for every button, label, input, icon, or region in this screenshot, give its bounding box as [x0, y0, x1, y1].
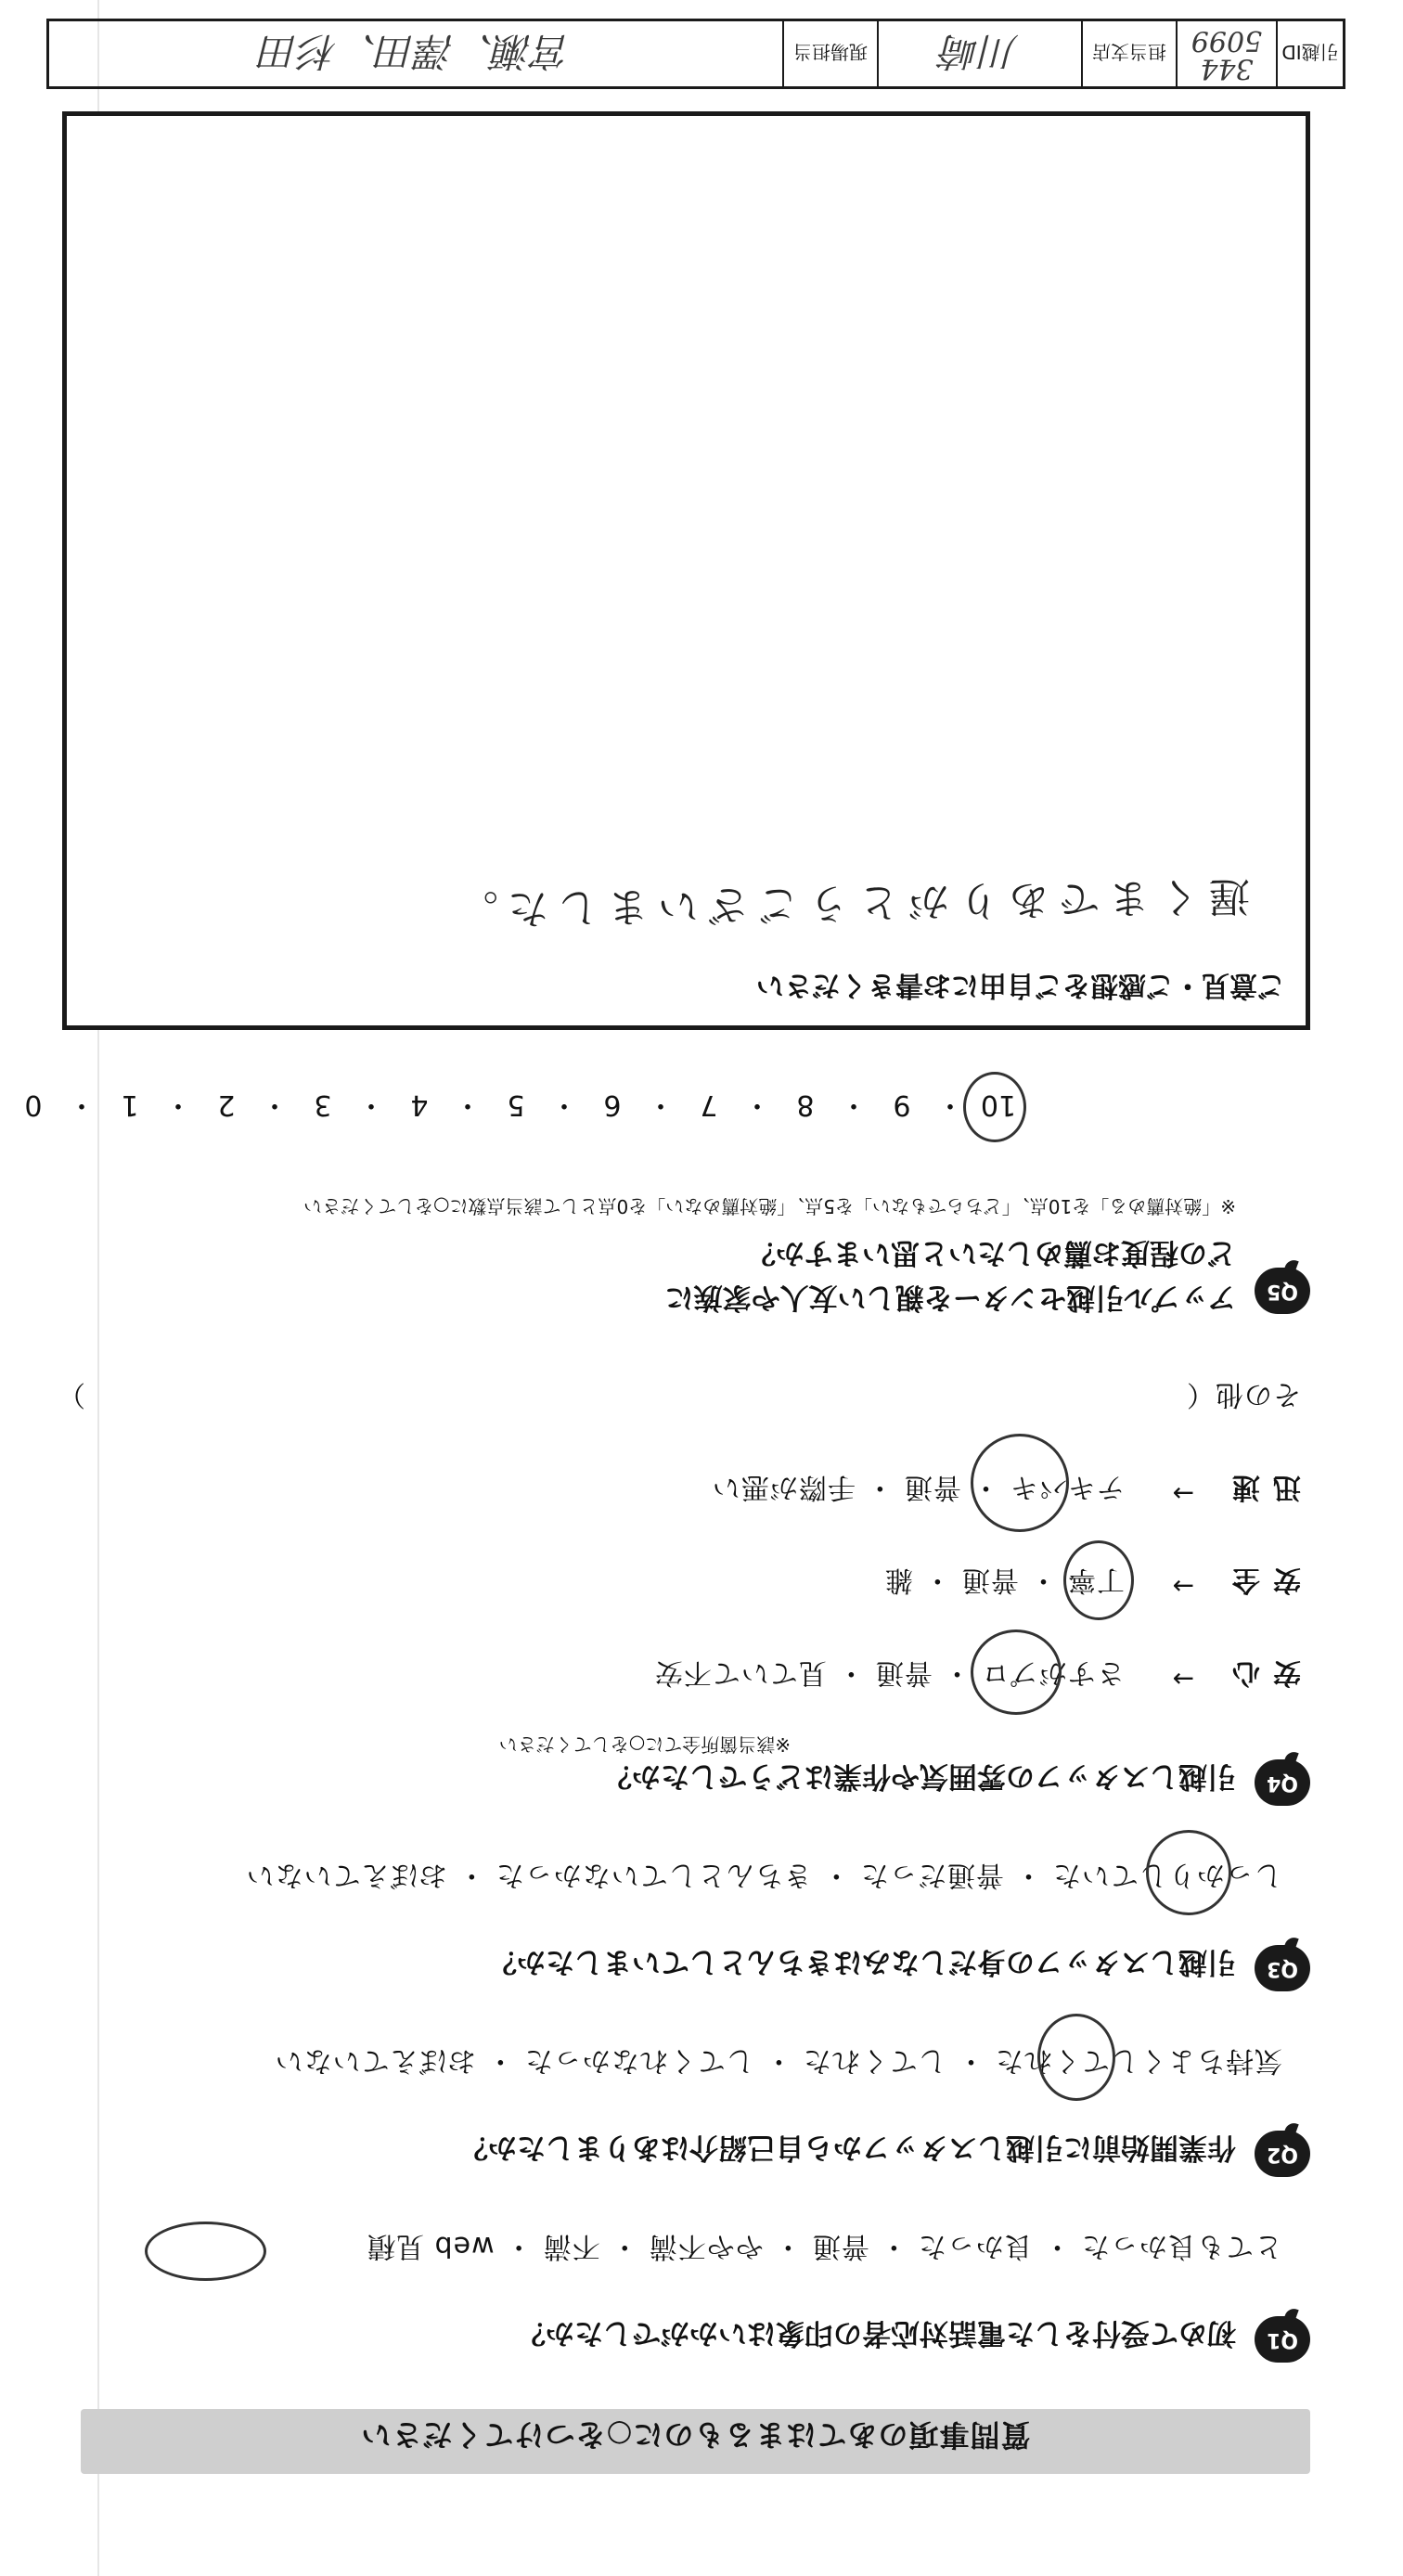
id-label: 引越ID	[1276, 21, 1343, 86]
q3-options: しっかりしていた ・ 普通だった ・ きちんとしていなかった ・ おぼえていない	[245, 1859, 1282, 1891]
score-sep: ・	[550, 1088, 578, 1121]
branch-value: 川崎	[877, 21, 1081, 86]
q4-other-label: その他（	[1186, 1378, 1301, 1410]
comment-handwritten-text: 遅くまでありがとうございました。	[447, 871, 1251, 934]
score-sep: ・	[743, 1088, 771, 1121]
staff-info-table	[46, 19, 1345, 89]
q3-answer-circle	[1146, 1830, 1231, 1915]
q4-badge: Q4	[1255, 1759, 1310, 1806]
q4-anzen-circle	[1063, 1540, 1134, 1620]
q4-row-anzen-arrow: →	[1172, 1571, 1194, 1602]
q2-question: 作業開始前に引越しスタッフから自己紹介はありましたか？	[459, 2131, 1236, 2164]
score-8: 8	[796, 1088, 815, 1121]
q4-row-anshin-options: さすがプロ ・ 普通 ・ 見ていて不安	[653, 1656, 1125, 1689]
staff-value: 宮瀬、澤田、杉田	[260, 29, 573, 74]
q4-note: ※該当箇所全てに○をしてください	[498, 1733, 791, 1756]
q4-question: 引越しスタッフの雰囲気や作業はどうでしたか？	[603, 1759, 1236, 1793]
q4-row-jinsoku-label: 迅速	[1219, 1471, 1301, 1503]
score-7: 7	[700, 1088, 718, 1121]
q2-badge: Q2	[1255, 2131, 1310, 2177]
q5-score-scale	[24, 1088, 1023, 1128]
q5-badge: Q5	[1255, 1268, 1310, 1314]
staff-label: 現場担当	[782, 21, 877, 86]
comment-box	[62, 111, 1310, 1030]
q1-options: とても良かった ・ 良かった ・ 普通 ・ やや不満 ・ 不満 ・ web 見積	[367, 2230, 1282, 2262]
q4-row-anshin-label: 安心	[1219, 1656, 1301, 1689]
score-sep: ・	[164, 1088, 192, 1121]
comment-title: ご意見・ご感想をご自由にお書きください	[756, 969, 1285, 1001]
score-sep: ・	[261, 1088, 289, 1121]
q4-row-jinsoku-arrow: →	[1172, 1478, 1194, 1509]
q5-question-line1: アップル引越センターを親しい友人や家族に	[664, 1281, 1236, 1314]
q4-anshin-circle	[971, 1629, 1062, 1715]
score-6: 6	[603, 1088, 622, 1121]
id-value: 344 5099	[1176, 21, 1276, 86]
score-2: 2	[217, 1088, 236, 1121]
q2-options: 気持ちよくしてくれた ・ してくれた ・ してくれなかった ・ おぼえていない	[274, 2044, 1282, 2077]
q3-question: 引越しスタッフの身だしなみはきちんとしていましたか？	[488, 1945, 1236, 1978]
q5-note: ※「絶対薦める」を10点、「どちらでもない」を5点、「絶対薦めない」を0点として該当点数に○をしてください	[303, 1195, 1236, 1217]
score-1: 1	[121, 1088, 139, 1121]
q4-row-anzen-label: 安全	[1219, 1564, 1301, 1596]
q3-badge: Q3	[1255, 1945, 1310, 1991]
score-3: 3	[314, 1088, 332, 1121]
banner-text: 質問事項のあてはまるものに○をつけてください	[360, 2417, 1031, 2453]
score-sep: ・	[454, 1088, 482, 1121]
q5-question-line2: どの程度お薦めしたいと思いますか？	[747, 1236, 1236, 1269]
score-0: 0	[24, 1088, 43, 1121]
q1-badge: Q1	[1255, 2316, 1310, 2363]
score-sep: ・	[357, 1088, 385, 1121]
q4-row-anshin-arrow: →	[1172, 1664, 1194, 1694]
q5-answer-circle	[963, 1072, 1026, 1142]
score-sep: ・	[647, 1088, 675, 1121]
q1-question: 初めて受付をした電話対応者の印象はいかがでしたか？	[517, 2316, 1236, 2350]
instruction-banner	[81, 2409, 1310, 2474]
score-sep: ・	[840, 1088, 868, 1121]
branch-label: 担当支店	[1081, 21, 1176, 86]
q4-row-anzen-options: 丁寧 ・ 普通 ・ 雑	[883, 1564, 1125, 1596]
q2-answer-circle	[1037, 2014, 1115, 2101]
score-9: 9	[893, 1088, 911, 1121]
q4-other-close: ）	[57, 1378, 85, 1410]
q4-jinsoku-circle	[971, 1434, 1069, 1532]
score-10: 10	[980, 1088, 1017, 1121]
score-sep: ・	[68, 1088, 96, 1121]
score-sep: ・	[936, 1088, 964, 1121]
score-4: 4	[410, 1088, 429, 1121]
score-5: 5	[507, 1088, 525, 1121]
q4-row-jinsoku-options: テキパキ ・ 普通 ・ 手際が悪い	[711, 1471, 1125, 1503]
q1-answer-circle	[145, 2222, 266, 2281]
